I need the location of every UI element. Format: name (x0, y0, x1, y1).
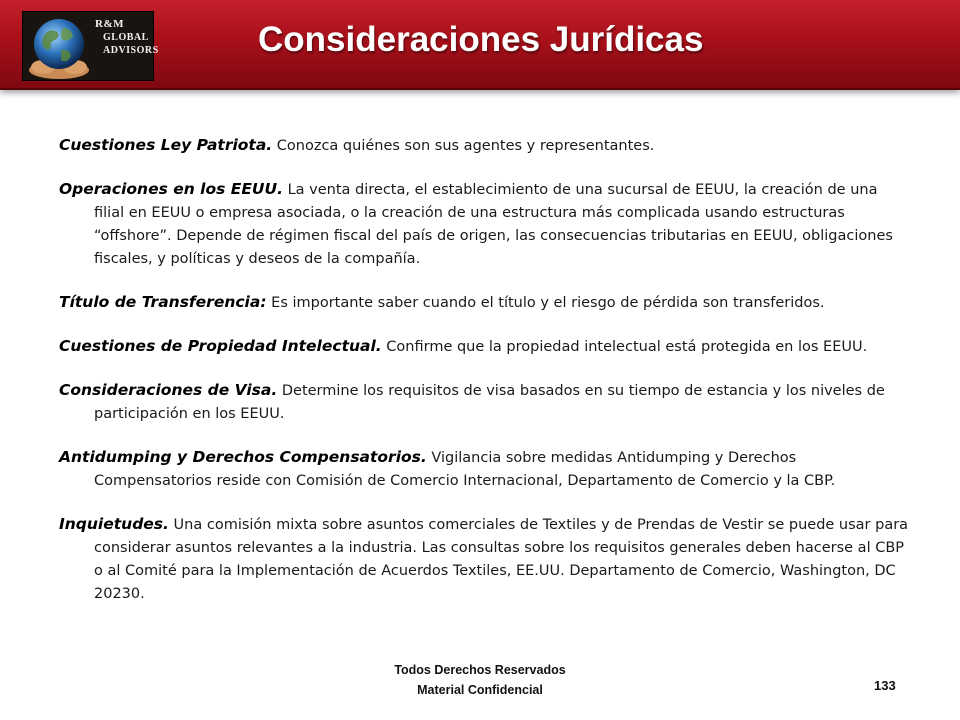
paragraph-operaciones-eeuu (59, 178, 909, 271)
paragraph-text: Confirme que la propiedad intelectual está protegida en los EEUU. (386, 339, 868, 355)
logo-wordmark: R&M GLOBAL ADVISORS (95, 18, 159, 56)
paragraph-inquietudes (59, 513, 909, 606)
paragraph-text: Vigilancia sobre medidas Antidumping y Derechos Compensatorios reside con Comisión de Comercio Internacional, Departamento de Comercio y la CBP. (94, 450, 836, 489)
paragraph-titulo-transferencia (59, 291, 909, 315)
paragraph-text: Es importante saber cuando el título y el riesgo de pérdida son transferidos. (271, 295, 825, 311)
paragraph-heading: Cuestiones de Propiedad Intelectual. (59, 337, 382, 355)
paragraph-propiedad-intelectual (59, 335, 909, 359)
footer-rights: Todos Derechos Reservados (394, 663, 566, 677)
paragraph-heading: Antidumping y Derechos Compensatorios. (59, 448, 427, 466)
footer-notice (330, 660, 630, 700)
title-banner (0, 0, 960, 90)
paragraph-heading: Título de Transferencia: (59, 293, 267, 311)
paragraph-antidumping (59, 446, 909, 493)
paragraph-text: La venta directa, el establecimiento de una sucursal de EEUU, la creación de una filial en EEUU o empresa asociada, o la creación de una estructura más complicada usando estructuras “offshore”. Depende de régimen fiscal del país de origen, las consecuencias tributarias en EEUU, obligaciones fiscales, y políticas y deseos de la compañía. (94, 182, 893, 267)
footer-confidential: Material Confidencial (417, 683, 543, 697)
paragraph-heading: Cuestiones Ley Patriota. (59, 136, 273, 154)
company-logo (22, 11, 159, 81)
content-body (59, 134, 909, 626)
paragraph-visa (59, 379, 909, 426)
page-title: Consideraciones Jurídicas (258, 20, 704, 59)
paragraph-text: Determine los requisitos de visa basados en su tiempo de estancia y los niveles de participación en los EEUU. (94, 383, 885, 422)
paragraph-heading: Inquietudes. (59, 515, 169, 533)
paragraph-text: Conozca quiénes son sus agentes y representantes. (276, 138, 655, 154)
page-number: 133 (874, 678, 896, 693)
paragraph-text: Una comisión mixta sobre asuntos comerciales de Textiles y de Prendas de Vestir se puede usar para considerar asuntos relevantes a la industria. Las consultas sobre los requisitos generales deben hacerse al CBP o al Comité para la Implementación de Acuerdos Textiles, EE.UU. Departamento de Comercio, Washington, DC 20230. (94, 517, 909, 602)
paragraph-heading: Operaciones en los EEUU. (59, 180, 283, 198)
paragraph-heading: Consideraciones de Visa. (59, 381, 278, 399)
paragraph-ley-patriota (59, 134, 909, 158)
